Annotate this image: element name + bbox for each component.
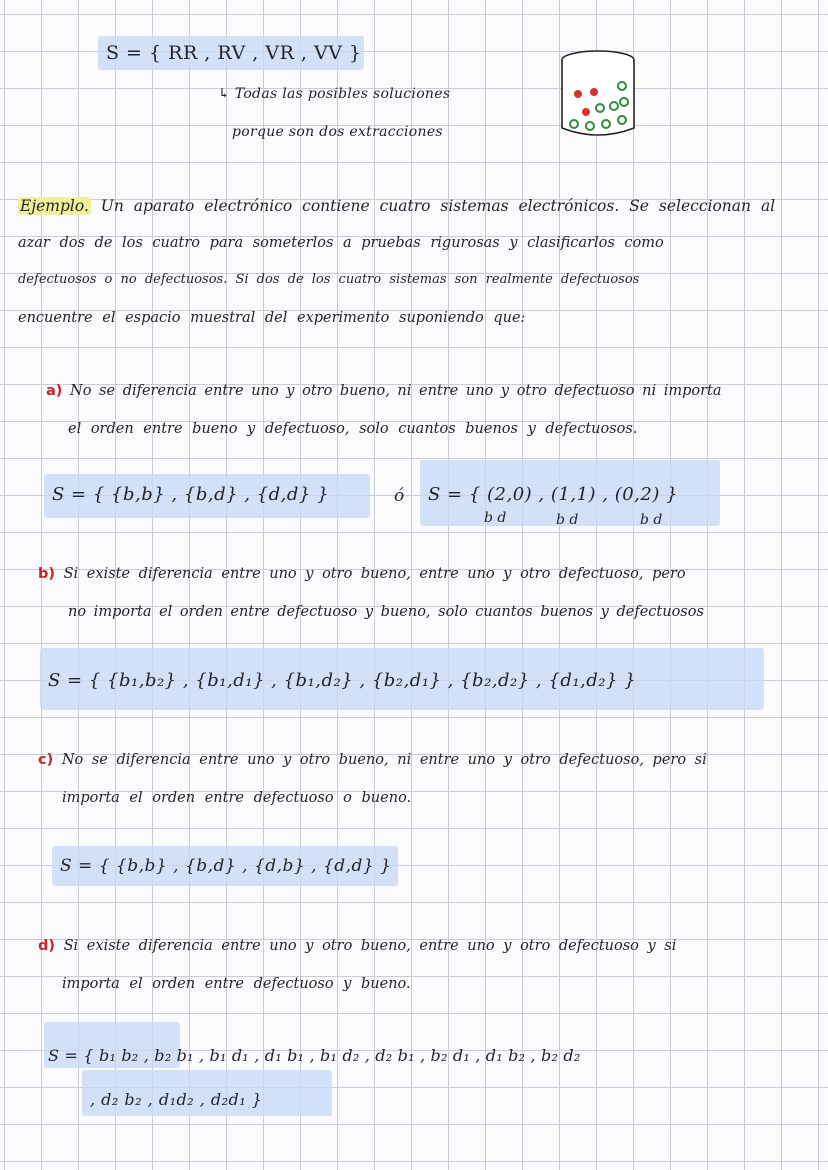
part-c-set: S = { {b,b} , {b,d} , {d,b} , {d,d} }: [60, 856, 392, 876]
part-d-set-line-2: , d₂ b₂ , d₁d₂ , d₂d₁ }: [90, 1090, 263, 1109]
part-b-text-1: Si existe diferencia entre uno y otro bueno, entre uno y otro defectuoso, pero: [63, 566, 686, 582]
part-d-label: d): [38, 938, 56, 954]
example-line-1: [18, 197, 808, 215]
part-a-line-1: [46, 383, 808, 399]
jar-with-red-and-green-balls-icon: [556, 48, 640, 142]
part-b-line-1: [38, 566, 808, 582]
part-c-text-1: No se diferencia entre uno y otro bueno, ni entre uno y otro defectuoso, pero si: [61, 752, 707, 768]
part-d-text-1: Si existe diferencia entre uno y otro bueno, entre uno y otro defectuoso y si: [63, 938, 677, 954]
top-note-line1: ↳ Todas las posibles soluciones: [218, 86, 451, 102]
part-c-label: c): [38, 752, 54, 768]
top-sample-space: S = { RR , RV , VR , VV }: [106, 42, 362, 64]
part-a-text-1: No se diferencia entre uno y otro bueno, ni entre uno y otro defectuoso ni importa: [70, 383, 722, 399]
part-a-or: ó: [394, 486, 405, 506]
example-line-3: defectuosos o no defectuosos. Si dos de los cuatro sistemas son realmente defectuosos: [18, 272, 640, 287]
part-d-line-2: importa el orden entre defectuoso y bueno.: [62, 976, 411, 992]
part-c-line-2: importa el orden entre defectuoso o bueno.: [62, 790, 412, 806]
part-d-line-1: [38, 938, 808, 954]
example-label: Ejemplo.: [20, 197, 89, 215]
example-line-2: azar dos de los cuatro para someterlos a pruebas rigurosas y clasificarlos como: [18, 235, 664, 251]
part-b-line-2: no importa el orden entre defectuoso y bueno, solo cuantos buenos y defectuosos: [68, 604, 704, 620]
part-c-line-1: [38, 752, 808, 768]
part-a-line-2: el orden entre bueno y defectuoso, solo cuantos buenos y defectuosos.: [68, 421, 638, 437]
part-a-set-1: S = { {b,b} , {b,d} , {d,d} }: [52, 484, 330, 505]
part-a-label: a): [46, 383, 63, 399]
top-note-line2: porque son dos extracciones: [232, 124, 443, 140]
part-a-set-2: S = { (2,0) , (1,1) , (0,2) }: [428, 484, 679, 505]
example-line-4: encuentre el espacio muestral del experimento suponiendo que:: [18, 310, 526, 326]
part-a-bd-label-2: b d: [556, 512, 579, 528]
part-b-label: b): [38, 566, 56, 582]
part-d-set-line-1: S = { b₁ b₂ , b₂ b₁ , b₁ d₁ , d₁ b₁ , b₁ d₂ , d₂ b₁ , b₂ d₁ , d₁ b₂ , b₂ d₂: [48, 1046, 581, 1065]
part-a-bd-label-3: b d: [640, 512, 663, 528]
part-b-set: S = { {b₁,b₂} , {b₁,d₁} , {b₁,d₂} , {b₂,d₁} , {b₂,d₂} , {d₁,d₂} }: [48, 670, 637, 691]
part-a-bd-label-1: b d: [484, 510, 507, 526]
example-text-1: Un aparato electrónico contiene cuatro sistemas electrónicos. Se seleccionan al: [100, 197, 776, 215]
